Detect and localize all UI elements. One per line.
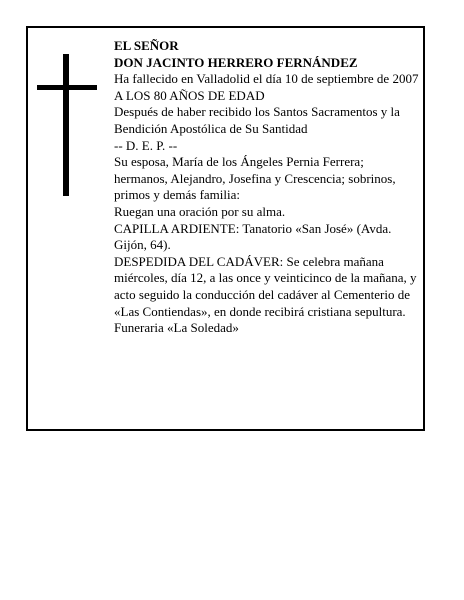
- deceased-name: DON JACINTO HERRERO FERNÁNDEZ: [114, 54, 358, 70]
- death-statement: Ha fallecido en Valladolid el día 10 de septiembre de 2007: [114, 71, 419, 87]
- obituary-text: [114, 38, 420, 337]
- sacraments-statement: Después de haber recibido los Santos Sacramentos y la Bendición Apostólica de Su Santidad: [114, 104, 400, 136]
- cross-icon: [63, 54, 69, 196]
- farewell-info: DESPEDIDA DEL CADÁVER: Se celebra mañana miércoles, día 12, a las once y veinticinco de la mañana, y acto seguido la conducción del cadáver al Cementerio de «Las Contiendas», en donde recibirá cristiana sepultura.: [114, 253, 417, 319]
- age-statement: A LOS 80 AÑOS DE EDAD: [114, 87, 265, 103]
- rip-line: -- D. E. P. --: [114, 137, 178, 153]
- chapel-info: CAPILLA ARDIENTE: Tanatorio «San José» (Avda. Gijón, 64).: [114, 220, 392, 253]
- cross-icon-bar: [37, 85, 97, 90]
- notice-title: EL SEÑOR: [114, 38, 179, 53]
- funeral-home: Funeraria «La Soledad»: [114, 320, 239, 336]
- family-statement: Su esposa, María de los Ángeles Pernia Ferrera; hermanos, Alejandro, Josefina y Crescencia; sobrinos, primos y demás familia:: [114, 154, 396, 203]
- prayer-request: Ruegan una oración por su alma.: [114, 203, 286, 219]
